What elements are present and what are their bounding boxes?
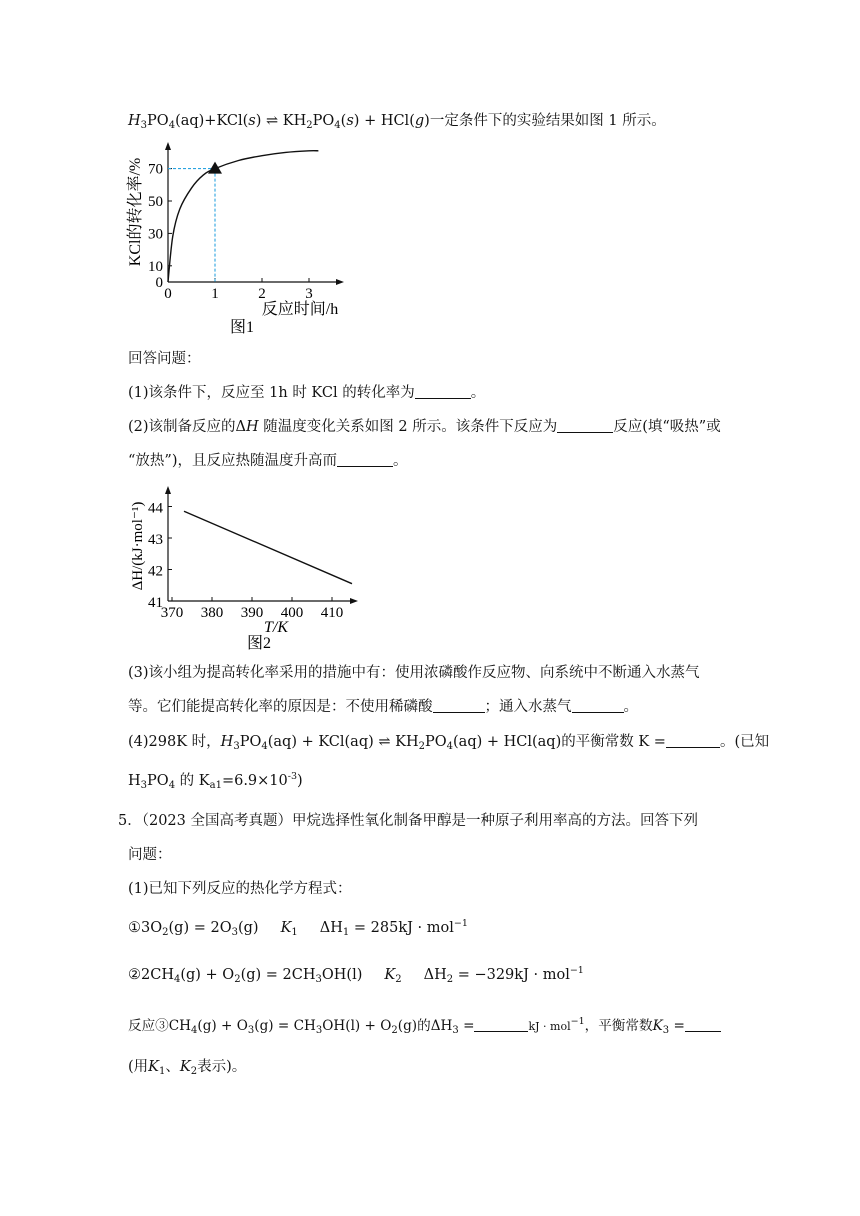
q4-text: =6.9×10 [221, 773, 288, 789]
intro-text: )一定条件下的实验结果如图 1 所示。 [424, 113, 666, 129]
q4-text: a1 [209, 780, 222, 791]
fig1-series-line [168, 151, 318, 282]
intro-text: 4 [168, 120, 176, 131]
question-3-line1: (3)该小组为提高转化率采用的措施中有：使用浓磷酸作反应物、向系统中不断通入水蒸气 [128, 665, 700, 681]
question-2-line1 [128, 416, 721, 438]
reaction-3-line2 [128, 1056, 246, 1083]
q4-text: 3 [233, 741, 240, 752]
r2-text: 2 [395, 974, 402, 985]
reaction-1 [128, 913, 468, 944]
fig1-marked-point [208, 162, 222, 174]
r3-text: 2 [190, 1066, 198, 1077]
intro-text: 2 [306, 120, 313, 131]
r3-text: 3 [662, 1025, 670, 1036]
r3-text: 反应③ [128, 1018, 169, 1034]
fig2-x-axis-label: T/K [263, 619, 289, 636]
r3-text: 表示)。 [197, 1059, 247, 1075]
fig1-x-tick-label: 2 [258, 286, 266, 302]
r1-text: (g) = 2O [168, 920, 232, 936]
r2-text: 2CH [141, 967, 174, 983]
r3-text: 4 [191, 1025, 198, 1036]
fig1-x-tick-label: 3 [305, 286, 313, 302]
r3-text: = [669, 1018, 685, 1034]
q4-text: (aq) + KCl(aq) ⇌ KH [267, 734, 419, 750]
r3-text: ，平衡常数 [584, 1018, 653, 1034]
q4-text: (aq) + HCl(aq)的平衡常数 K = [453, 734, 666, 750]
r3-text: K [179, 1059, 191, 1075]
q2-text: H [246, 419, 259, 435]
r2-text: −1 [569, 965, 584, 976]
r2-text: (g) + O [180, 967, 235, 983]
fig2-x-axis-arrow [350, 598, 358, 604]
fig2-series-line [184, 511, 352, 583]
q1-end: 。 [470, 385, 486, 401]
fig1-y-tick-label: 0 [155, 275, 163, 291]
r3-text: K [148, 1059, 160, 1075]
r1-text: 1 [291, 927, 298, 938]
r1-text: ΔH [319, 920, 343, 936]
fig1-y-axis-arrow [165, 142, 171, 150]
reaction-2 [128, 960, 584, 991]
r2-text: = −329kJ · mol [453, 967, 570, 983]
answer-heading: 回答问题： [128, 351, 201, 367]
q4-text: H [220, 734, 234, 750]
fig1-y-tick-label: 30 [148, 226, 163, 243]
q4-text: PO [239, 734, 262, 750]
intro-text: PO [312, 113, 335, 129]
intro-text: 4 [334, 120, 341, 131]
question-4-line2 [128, 766, 303, 797]
q4-text: 的 K [175, 773, 210, 789]
question-2-line2 [128, 450, 407, 472]
intro-text: s [346, 113, 354, 129]
r3-text: kJ · mol [528, 1020, 571, 1033]
r3-dh-answer-blank[interactable] [474, 1017, 528, 1032]
q4-text: 。(已知 [719, 734, 770, 750]
intro-reaction [128, 110, 666, 137]
intro-text: g [414, 113, 425, 129]
r1-text: 3 [231, 927, 238, 938]
intro-text: ( [340, 113, 347, 129]
q3-answer-blank-2[interactable] [572, 698, 624, 713]
r2-text: K [384, 967, 396, 983]
q4-text: -3 [287, 771, 298, 782]
fig2-x-tick-label: 410 [320, 605, 344, 621]
intro-text: ) ⇌ KH [255, 113, 307, 129]
fig1-x-tick-label: 1 [211, 286, 219, 302]
problem-5-line2: 问题： [128, 847, 172, 863]
q2-text: 随温度变化关系如图 2 所示。该条件下反应为 [258, 419, 558, 435]
intro-text: H [128, 113, 141, 129]
fig1-ticks [148, 162, 313, 302]
r2-text: ΔH [423, 967, 447, 983]
fig1-x-axis-arrow [336, 279, 344, 285]
q4-text: H [128, 773, 141, 789]
intro-text: (aq)+KCl( [175, 113, 249, 129]
fig1-y-axis-label: KCl的转化率/% [127, 157, 144, 267]
q2-text: 反应(填“吸热”或 [613, 419, 721, 435]
problem-5-line1: 5．（2023 全国高考真题）甲烷选择性氧化制备甲醇是一种原子利用率高的方法。回答下列 [118, 813, 698, 829]
q4-answer-blank[interactable] [666, 733, 720, 748]
r2-text: OH(l) [321, 967, 363, 983]
fig2-y-tick-label: 42 [148, 563, 163, 580]
figure-1-chart [120, 140, 350, 340]
r3-text: CH [168, 1018, 192, 1034]
intro-text: s [248, 113, 256, 129]
q3-answer-blank-1[interactable] [433, 698, 485, 713]
r3-text: OH(l) + O [322, 1018, 392, 1034]
r2-text: (g) = 2CH [240, 967, 316, 983]
r2-text: 3 [315, 974, 322, 985]
fig2-x-tick-label: 380 [200, 605, 224, 621]
r1-text: K [280, 920, 292, 936]
question-4-line1 [128, 731, 769, 758]
r3-text: = [458, 1018, 475, 1034]
fig2-y-tick-label: 43 [148, 532, 163, 548]
r3-text: (g)的 [397, 1018, 431, 1034]
fig2-y-axis-arrow [165, 486, 171, 494]
fig2-y-tick-label: 44 [148, 500, 163, 517]
r3-text: 、 [165, 1059, 180, 1075]
q4-text: 4 [168, 780, 176, 791]
q2-text: (2)该制备反应的Δ [128, 419, 247, 435]
r3-text: 3 [452, 1025, 459, 1036]
q1-text: (1)该条件下，反应至 1h 时 KCl 的转化率为 [128, 385, 415, 401]
r1-text: 1 [342, 927, 350, 938]
fig1-y-tick-label: 50 [148, 194, 163, 210]
intro-text: PO [147, 113, 169, 129]
fig2-x-tick-label: 390 [240, 605, 264, 621]
r3-text: 1 [159, 1066, 166, 1077]
q2-answer-blank-1[interactable] [557, 418, 613, 433]
r3-text: (用 [128, 1059, 149, 1075]
r1-text: −1 [453, 918, 468, 929]
fig1-caption: 图1 [229, 319, 255, 336]
fig2-x-tick-label: 370 [160, 605, 184, 621]
r3-text: K [652, 1018, 663, 1034]
r2-text: ② [128, 967, 141, 983]
r1-text: (g) [237, 920, 259, 936]
fig1-axes [165, 142, 344, 285]
q3-text: 等。它们能提高转化率的原因是：不使用稀磷酸 [128, 699, 433, 715]
intro-text: 3 [140, 120, 148, 131]
q2-answer-blank-2[interactable] [337, 452, 393, 467]
q3-text: ；通入水蒸气 [484, 699, 572, 715]
q1-answer-blank[interactable] [415, 384, 471, 399]
q4-text: 3 [140, 780, 148, 791]
q4-text: (4)298K 时， [128, 734, 221, 750]
q4-text: 4 [261, 741, 268, 752]
fig2-x-tick-label: 400 [280, 605, 304, 621]
problem-5-q1: (1)已知下列反应的热化学方程式： [128, 881, 352, 897]
fig2-caption: 图2 [246, 635, 272, 652]
r3-text: (g) + O [197, 1018, 248, 1034]
question-3-line2 [128, 696, 638, 718]
r2-text: 4 [173, 974, 181, 985]
r3-text: (g) = CH [254, 1018, 316, 1034]
question-1 [128, 382, 485, 404]
fig1-y-tick-label: 70 [148, 161, 163, 178]
r1-text: ① [128, 920, 141, 936]
fig1-x-axis-label: 反应时间/h [261, 301, 339, 318]
fig1-y-tick-label: 10 [148, 258, 163, 275]
r3-k-answer-blank[interactable] [685, 1017, 721, 1032]
r3-text: 3 [315, 1025, 323, 1036]
figure-2-chart [120, 484, 370, 654]
fig2-y-tick-label: 41 [148, 595, 163, 611]
r3-text: ΔH [430, 1018, 453, 1034]
fig1-x-tick-label: 0 [164, 286, 172, 302]
r2-text: 2 [234, 974, 241, 985]
r3-text: 2 [391, 1025, 398, 1036]
reaction-3 [128, 1011, 721, 1042]
q4-text: ) [297, 773, 303, 789]
r2-text: 2 [446, 974, 454, 985]
r3-text: −1 [570, 1016, 585, 1027]
q4-text: PO [147, 773, 169, 789]
q3-end: 。 [623, 699, 638, 715]
intro-text: ) + HCl( [353, 113, 415, 129]
r1-text: 2 [162, 927, 169, 938]
q2-text: “放热”)，且反应热随温度升高而 [128, 453, 337, 469]
fig2-ticks [148, 501, 343, 622]
q4-text: PO [424, 734, 447, 750]
q4-text: 4 [446, 741, 454, 752]
q2-end: 。 [392, 453, 408, 469]
r1-text: 3O [141, 920, 163, 936]
r1-text: = 285kJ · mol [349, 920, 454, 936]
q4-text: 2 [418, 741, 425, 752]
r3-text: 3 [247, 1025, 255, 1036]
fig2-y-axis-label: ΔH/(kJ·mol⁻¹) [130, 501, 146, 591]
